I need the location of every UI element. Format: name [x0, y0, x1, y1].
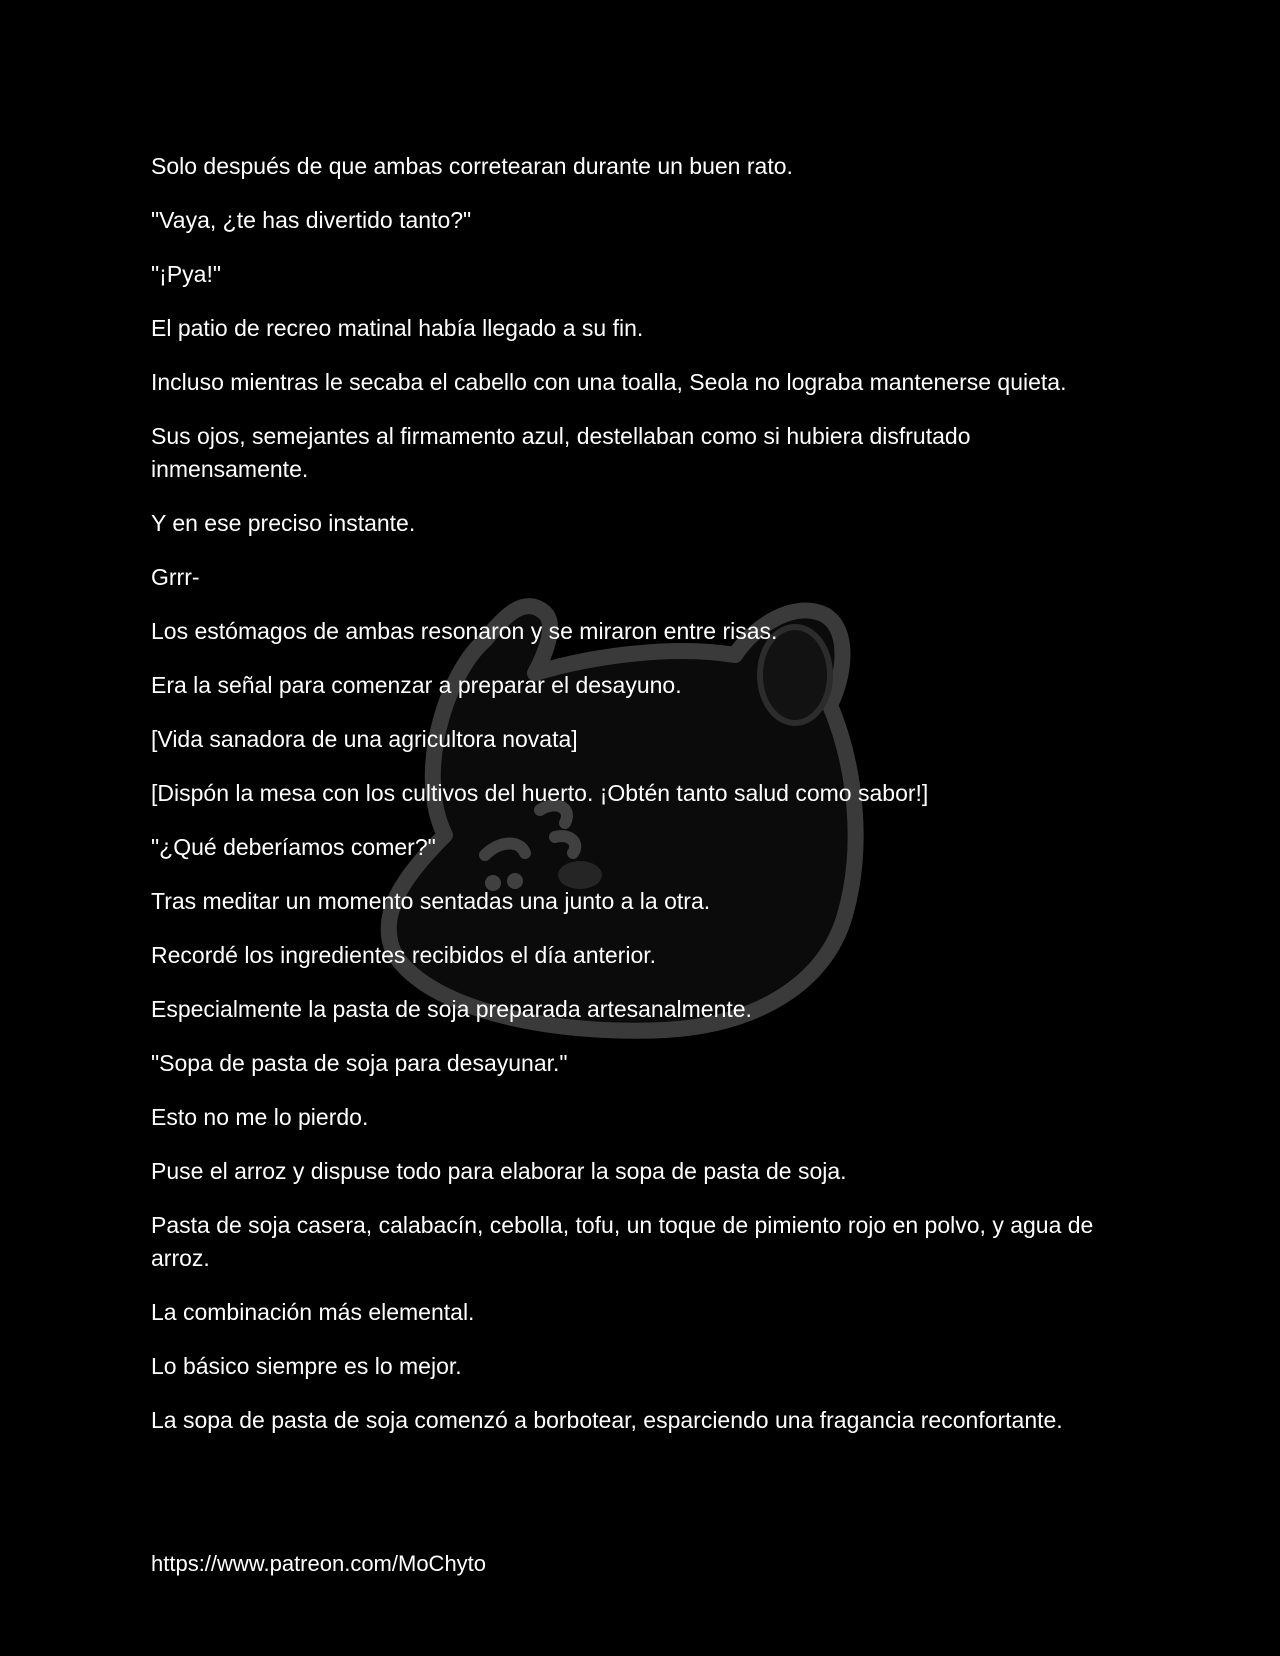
paragraph: [Dispón la mesa con los cultivos del huerto. ¡Obtén tanto salud como sabor!]: [151, 780, 929, 806]
paragraph: "¡Pya!": [151, 261, 222, 287]
patreon-link[interactable]: https://www.patreon.com/MoChyto: [151, 1551, 487, 1576]
document-body: [151, 150, 1111, 1458]
paragraph: Especialmente la pasta de soja preparada artesanalmente.: [151, 996, 752, 1022]
paragraph: "Sopa de pasta de soja para desayunar.": [151, 1050, 568, 1076]
paragraph: Esto no me lo pierdo.: [151, 1104, 369, 1130]
paragraph: "¿Qué deberíamos comer?": [151, 834, 436, 860]
paragraph: Los estómagos de ambas resonaron y se miraron entre risas.: [151, 618, 778, 644]
paragraph: Era la señal para comenzar a preparar el desayuno.: [151, 672, 682, 698]
paragraph: Y en ese preciso instante.: [151, 510, 416, 536]
paragraph: El patio de recreo matinal había llegado a su fin.: [151, 315, 644, 341]
paragraph: Tras meditar un momento sentadas una junto a la otra.: [151, 888, 711, 914]
paragraph: Solo después de que ambas corretearan durante un buen rato.: [151, 153, 793, 179]
paragraph: Lo básico siempre es lo mejor.: [151, 1353, 462, 1379]
paragraph: Recordé los ingredientes recibidos el día anterior.: [151, 942, 657, 968]
paragraph: [Vida sanadora de una agricultora novata]: [151, 726, 578, 752]
paragraph: La combinación más elemental.: [151, 1299, 475, 1325]
paragraph: Grrr-: [151, 564, 200, 590]
paragraph: "Vaya, ¿te has divertido tanto?": [151, 207, 472, 233]
paragraph: Puse el arroz y dispuse todo para elaborar la sopa de pasta de soja.: [151, 1158, 847, 1184]
paragraph: La sopa de pasta de soja comenzó a borbotear, esparciendo una fragancia reconfortante.: [151, 1407, 1063, 1433]
paragraph: Incluso mientras le secaba el cabello con una toalla, Seola no lograba mantenerse quieta.: [151, 369, 1067, 395]
paragraph: Pasta de soja casera, calabacín, cebolla, tofu, un toque de pimiento rojo en polvo, y agua de arroz.: [151, 1212, 1094, 1271]
paragraph: Sus ojos, semejantes al firmamento azul, destellaban como si hubiera disfrutado inmensamente.: [151, 423, 971, 482]
